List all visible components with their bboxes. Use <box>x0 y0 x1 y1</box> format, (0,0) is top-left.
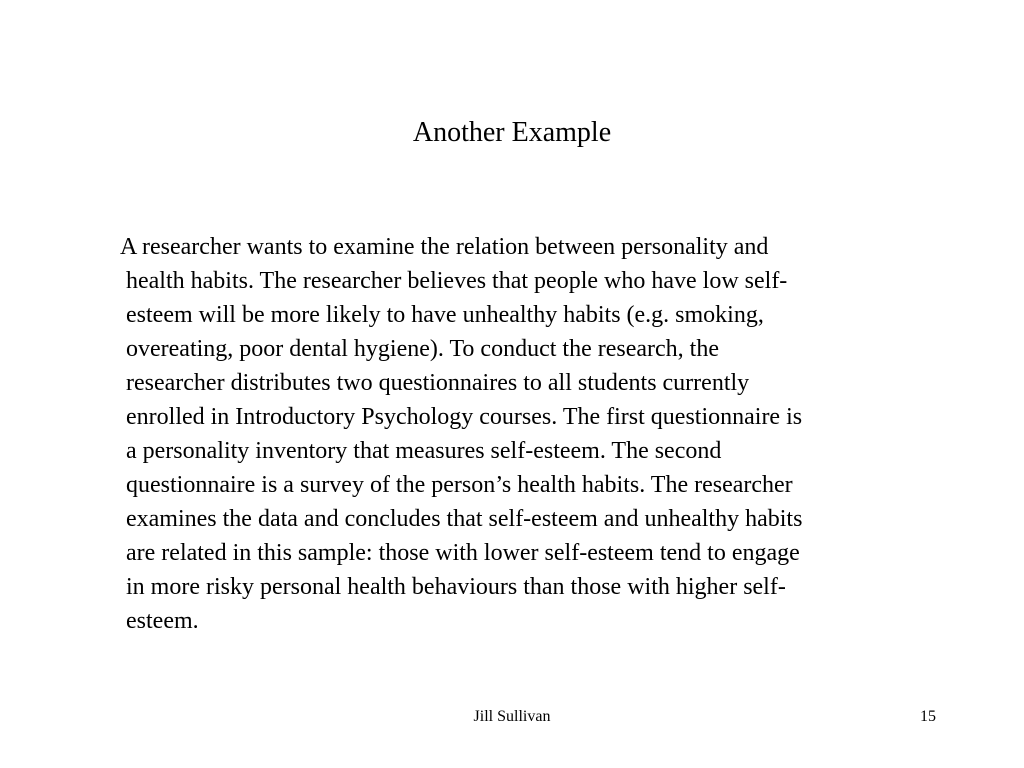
body-line: examines the data and concludes that self-esteem and unhealthy habits <box>126 506 803 532</box>
body-line: overeating, poor dental hygiene). To conduct the research, the <box>126 336 719 362</box>
body-line: A researcher wants to examine the relation between personality and <box>120 234 769 260</box>
body-line: researcher distributes two questionnaires to all students currently <box>126 370 750 396</box>
body-line: questionnaire is a survey of the person’s health habits. The researcher <box>126 472 793 498</box>
body-line: enrolled in Introductory Psychology courses. The first questionnaire is <box>126 404 803 430</box>
footer-author: Jill Sullivan <box>473 708 551 725</box>
body-paragraph <box>120 230 946 638</box>
page-number: 15 <box>920 708 936 725</box>
slide-title: Another Example <box>412 117 612 148</box>
body-line: in more risky personal health behaviours than those with higher self- <box>126 574 786 600</box>
body-line: are related in this sample: those with lower self-esteem tend to engage <box>126 540 800 566</box>
body-line: esteem. <box>126 608 199 634</box>
body-line: esteem will be more likely to have unhealthy habits (e.g. smoking, <box>126 302 764 328</box>
body-line: a personality inventory that measures self-esteem. The second <box>126 438 722 464</box>
body-line: health habits. The researcher believes that people who have low self- <box>126 268 788 294</box>
